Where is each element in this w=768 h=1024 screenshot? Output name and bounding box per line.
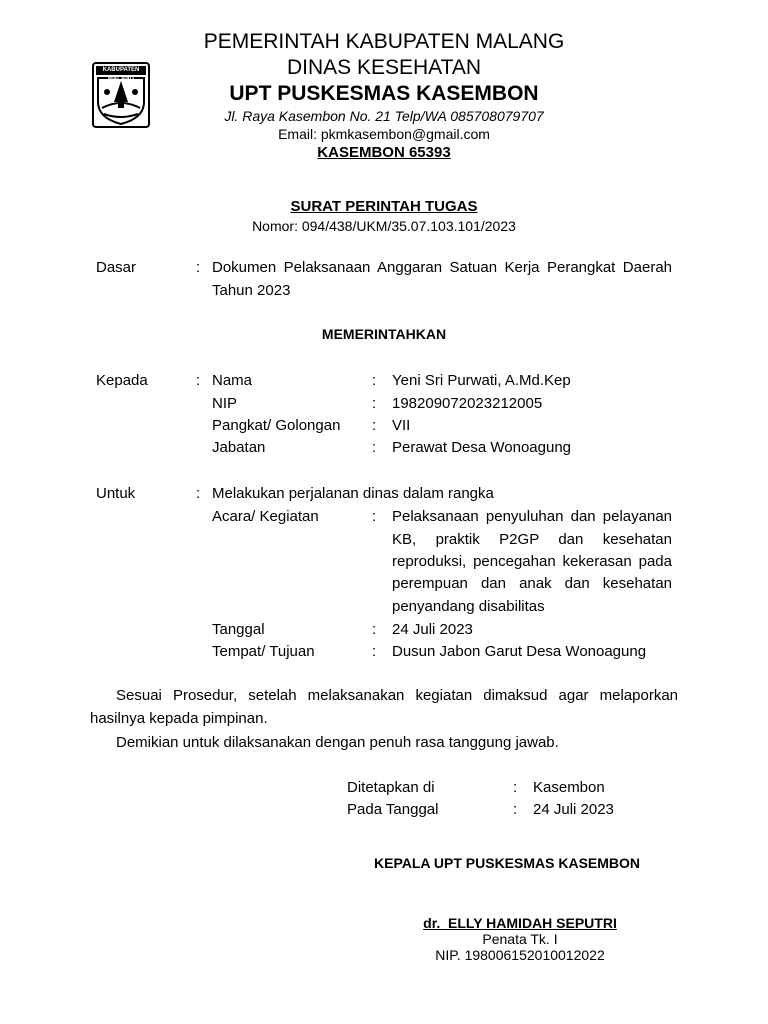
penutup-line-1: Sesuai Prosedur, setelah melaksanakan kegiatan dimaksud agar melaporkan xyxy=(116,687,678,704)
acara-colon: : xyxy=(372,508,377,525)
signatory-nip: NIP. 198006152010012022 xyxy=(435,947,605,963)
tanggal-value: 24 Juli 2023 xyxy=(392,621,473,638)
kop-email: Email: pkmkasembon@gmail.com xyxy=(278,126,490,142)
field-colon-nip: : xyxy=(372,395,377,412)
kop-pemerintah: PEMERINTAH KABUPATEN MALANG xyxy=(203,30,565,53)
tempat-value: Dusun Jabon Garut Desa Wonoagung xyxy=(392,643,647,660)
dasar-colon: : xyxy=(196,259,201,276)
signatory-title: KEPALA UPT PUSKESMAS KASEMBON xyxy=(374,855,641,871)
acara-line-5: penyandang disabilitas xyxy=(392,598,545,615)
field-colon-nama: : xyxy=(372,372,377,389)
pada-tanggal-label: Pada Tanggal xyxy=(347,801,439,818)
field-value-pangkat: VII xyxy=(392,417,411,434)
dasar-line-1: Dokumen Pelaksanaan Anggaran Satuan Kerja Perangkat Daerah xyxy=(212,259,672,276)
field-colon-pangkat: : xyxy=(372,417,377,434)
acara-label: Acara/ Kegiatan xyxy=(212,508,319,525)
pada-tanggal-value: 24 Juli 2023 xyxy=(533,801,614,818)
field-label-pangkat: Pangkat/ Golongan xyxy=(212,417,341,434)
pada-tanggal-colon: : xyxy=(513,801,518,818)
penutup-line-3: Demikian untuk dilaksanakan dengan penuh rasa tanggung jawab. xyxy=(116,734,559,751)
kop-address: Jl. Raya Kasembon No. 21 Telp/WA 085708079707 xyxy=(224,108,544,124)
kepada-colon: : xyxy=(196,372,201,389)
kop-puskesmas: UPT PUSKESMAS KASEMBON xyxy=(229,82,539,105)
logo-label: KABUPATEN MALANG xyxy=(102,67,140,82)
tanggal-label: Tanggal xyxy=(212,621,265,638)
tanggal-colon: : xyxy=(372,621,377,638)
tempat-colon: : xyxy=(372,643,377,660)
kop-dinas: DINAS KESEHATAN xyxy=(286,56,482,79)
field-label-nama: Nama xyxy=(212,372,253,389)
penutup-line-2: hasilnya kepada pimpinan. xyxy=(90,710,268,727)
acara-line-1: Pelaksanaan penyuluhan dan pelayanan xyxy=(392,508,672,525)
field-value-nama: Yeni Sri Purwati, A.Md.Kep xyxy=(392,372,571,389)
tempat-label: Tempat/ Tujuan xyxy=(212,643,315,660)
field-label-nip: NIP xyxy=(212,395,238,412)
field-colon-jabatan: : xyxy=(372,439,377,456)
acara-line-2: KB, praktik P2GP dan kesehatan xyxy=(392,531,672,548)
untuk-colon: : xyxy=(196,485,201,502)
signatory-rank: Penata Tk. I xyxy=(482,931,558,947)
memerintahkan-heading: MEMERINTAHKAN xyxy=(321,326,447,342)
dasar-line-2: Tahun 2023 xyxy=(212,282,291,299)
acara-line-3: reproduksi, pencegahan kekerasan pada xyxy=(392,553,672,570)
untuk-label: Untuk xyxy=(96,485,136,502)
document-number: Nomor: 094/438/UKM/35.07.103.101/2023 xyxy=(252,218,516,234)
document-title: SURAT PERINTAH TUGAS xyxy=(290,198,478,215)
acara-line-4: perempuan dan anak dan kesehatan xyxy=(392,575,672,592)
untuk-intro: Melakukan perjalanan dinas dalam rangka xyxy=(212,485,494,502)
ditetapkan-colon: : xyxy=(513,779,518,796)
ditetapkan-label: Ditetapkan di xyxy=(347,779,435,796)
kop-city: KASEMBON 65393 xyxy=(317,144,451,161)
field-value-jabatan: Perawat Desa Wonoagung xyxy=(392,439,572,456)
kepada-label: Kepada xyxy=(96,372,148,389)
signatory-name: dr. ELLY HAMIDAH SEPUTRI xyxy=(423,915,617,931)
ditetapkan-value: Kasembon xyxy=(533,779,605,796)
field-value-nip: 198209072023212005 xyxy=(392,395,543,412)
dasar-label: Dasar xyxy=(96,259,137,276)
field-label-jabatan: Jabatan xyxy=(212,439,266,456)
